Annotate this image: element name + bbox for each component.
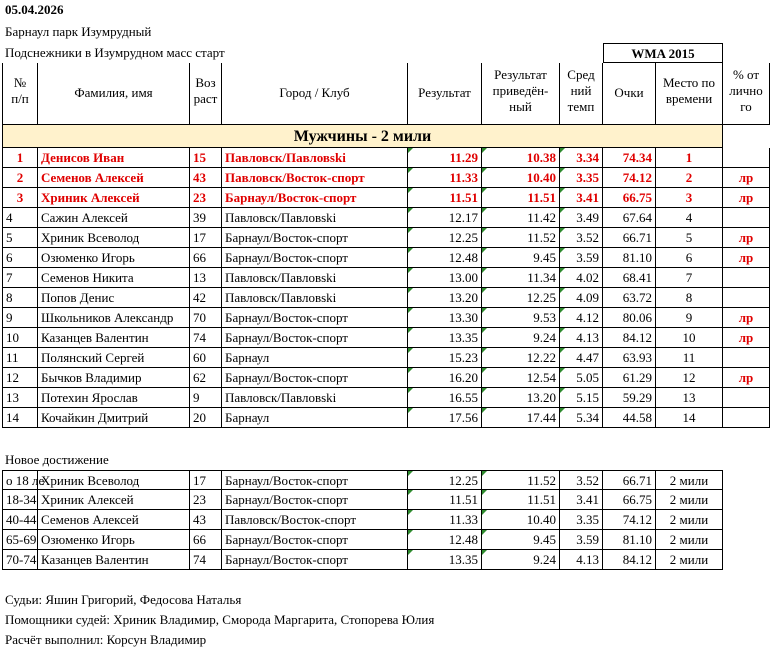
header-num [2,63,38,125]
cell-adjusted: 17.44 [482,408,560,428]
cell-city: Барнаул/Восток-спорт [222,188,408,208]
cell-result: 12.48 [408,530,482,550]
cell-city: Барнаул/Восток-спорт [222,490,408,510]
cell-name: Денисов Иван [38,148,190,168]
header-points: Очки [603,63,656,125]
cell-pct [723,148,770,168]
cell-pace: 4.12 [560,308,603,328]
cell-adjusted: 12.22 [482,348,560,368]
header-place-line2: времени [665,91,713,106]
achievement-row [0,550,774,570]
cell-pct [723,208,770,228]
header-age-line2: раст [193,91,218,106]
header-percent-line3: го [740,99,752,114]
cell-place: 3 [656,188,723,208]
cell-city: Павловск/Павловski [222,148,408,168]
cell-num: 9 [2,308,38,328]
cell-place: 11 [656,348,723,368]
cell-city: Павловск/Павловski [222,208,408,228]
cell-num: 10 [2,328,38,348]
cell-age: 62 [190,368,222,388]
header-pace-line2: ний [570,83,592,98]
cell-num: 3 [2,188,38,208]
cell-result: 15.23 [408,348,482,368]
cell-place: 4 [656,208,723,228]
cell-pct: лр [723,188,770,208]
cell-num: 1 [2,148,38,168]
judges: Судьи: Яшин Григорий, Федосова Наталья [5,592,242,607]
cell-age: 9 [190,388,222,408]
cell-points: 44.58 [603,408,656,428]
header-pace [560,63,603,125]
cell-name: Семенов Никита [38,268,190,288]
cell-name: Потехин Ярослав [38,388,190,408]
cell-pace: 3.49 [560,208,603,228]
cell-city: Барнаул/Восток-спорт [222,470,408,490]
cell-pace: 3.52 [560,228,603,248]
cell-num: 2 [2,168,38,188]
cell-num: 5 [2,228,38,248]
cell-result: 12.48 [408,248,482,268]
cell-points: 66.71 [603,470,656,490]
event-row [0,43,774,63]
cell-points: 80.06 [603,308,656,328]
event-title: Подснежники в Изумрудном масс старт [5,45,225,60]
table-row [0,348,774,368]
cell-result: 16.20 [408,368,482,388]
table-row [0,368,774,388]
cell-num: 13 [2,388,38,408]
header-percent-line1: % от [732,67,760,82]
table-row [0,268,774,288]
cell-adjusted: 10.40 [482,510,560,530]
cell-num: 11 [2,348,38,368]
header-name: Фамилия, имя [38,63,190,125]
wma-label: WMA 2015 [603,43,723,63]
header-num-line2: п/п [11,91,29,106]
cell-place: 14 [656,408,723,428]
cell-points: 63.72 [603,288,656,308]
cell-points: 61.29 [603,368,656,388]
header-num-line1: № [13,75,27,90]
cell-age: 43 [190,168,222,188]
cell-pct: лр [723,228,770,248]
header-city: Город / Клуб [222,63,408,125]
cell-city: Барнаул [222,348,408,368]
cell-city: Павловск/Павловski [222,388,408,408]
location-row [0,22,774,42]
cell-age: 17 [190,228,222,248]
cell-name: Казанцев Валентин [38,550,190,570]
cell-city: Барнаул/Восток-спорт [222,308,408,328]
cell-adjusted: 12.25 [482,288,560,308]
cell-city: Барнаул/Восток-спорт [222,368,408,388]
cell-num: 7 [2,268,38,288]
cell-result: 13.00 [408,268,482,288]
cell-name: Озюменко Игорь [38,248,190,268]
table-row [0,168,774,188]
cell-result: 12.17 [408,208,482,228]
cell-adjusted: 11.52 [482,228,560,248]
cell-age: 66 [190,530,222,550]
cell-age: 74 [190,328,222,348]
cell-pace: 3.35 [560,168,603,188]
cell-place: 9 [656,308,723,328]
cell-city: Барнаул/Восток-спорт [222,228,408,248]
cell-dist: 2 мили [656,470,723,490]
cell-name: Полянский Сергей [38,348,190,368]
cell-name: Хриник Алексей [38,490,190,510]
table-row [0,188,774,208]
table-row [0,388,774,408]
cell-result: 13.35 [408,550,482,570]
cell-place: 12 [656,368,723,388]
cell-name: Кочайкин Дмитрий [38,408,190,428]
cell-adjusted: 12.54 [482,368,560,388]
cell-result: 16.55 [408,388,482,408]
cell-adjusted: 11.51 [482,490,560,510]
header-age-line1: Воз [195,75,216,90]
cell-pace: 5.05 [560,368,603,388]
cell-city: Барнаул/Восток-спорт [222,530,408,550]
table-row [0,228,774,248]
cell-result: 11.33 [408,510,482,530]
cell-age: 66 [190,248,222,268]
section-row [0,125,774,148]
header-age [190,63,222,125]
section-title: Мужчины - 2 мили [2,125,723,148]
table-row [0,248,774,268]
cell-group: 40-44 [2,510,38,530]
footer-judges-row [0,590,774,610]
cell-city: Павловск/Восток-спорт [222,510,408,530]
cell-adjusted: 11.52 [482,470,560,490]
cell-name: Хриник Алексей [38,188,190,208]
cell-points: 81.10 [603,530,656,550]
cell-num: 4 [2,208,38,228]
cell-points: 68.41 [603,268,656,288]
cell-points: 66.75 [603,188,656,208]
cell-points: 66.75 [603,490,656,510]
cell-age: 70 [190,308,222,328]
cell-group: 18-34 [2,490,38,510]
cell-place: 10 [656,328,723,348]
cell-pace: 4.13 [560,328,603,348]
cell-place: 2 [656,168,723,188]
header-adjusted-line3: ный [509,99,532,114]
header-adjusted [482,63,560,125]
cell-city: Павловск/Павловski [222,288,408,308]
cell-name: Хриник Всеволод [38,228,190,248]
cell-group: 65-69 [2,530,38,550]
cell-points: 81.10 [603,248,656,268]
header-pace-line1: Сред [567,67,595,82]
date-row [0,0,774,20]
cell-pct: лр [723,168,770,188]
cell-city: Барнаул/Восток-спорт [222,248,408,268]
header-percent [723,63,770,125]
table-row [0,148,774,168]
achievement-row [0,530,774,550]
cell-pace: 4.09 [560,288,603,308]
cell-pct [723,388,770,408]
cell-age: 13 [190,268,222,288]
cell-result: 13.35 [408,328,482,348]
cell-num: 8 [2,288,38,308]
cell-result: 11.51 [408,188,482,208]
header-percent-line2: лично [729,83,763,98]
cell-pct: лр [723,248,770,268]
cell-result: 12.25 [408,228,482,248]
cell-city: Барнаул/Восток-спорт [222,328,408,348]
cell-pace: 4.47 [560,348,603,368]
location: Барнаул парк Изумрудный [5,24,152,39]
cell-age: 74 [190,550,222,570]
cell-place: 1 [656,148,723,168]
cell-adjusted: 11.51 [482,188,560,208]
cell-name: Школьников Александр [38,308,190,328]
cell-pace: 4.02 [560,268,603,288]
cell-place: 8 [656,288,723,308]
cell-age: 39 [190,208,222,228]
cell-group: о 18 ле [2,470,38,490]
cell-pct [723,268,770,288]
cell-dist: 2 мили [656,510,723,530]
table-row [0,308,774,328]
table-header [0,63,774,125]
cell-adjusted: 11.42 [482,208,560,228]
cell-name: Казанцев Валентин [38,328,190,348]
cell-pace: 3.41 [560,490,603,510]
cell-pace: 3.59 [560,530,603,550]
cell-points: 74.34 [603,148,656,168]
cell-age: 20 [190,408,222,428]
table-row [0,288,774,308]
cell-place: 6 [656,248,723,268]
cell-points: 66.71 [603,228,656,248]
header-result: Результат [408,63,482,125]
cell-age: 23 [190,490,222,510]
cell-result: 13.20 [408,288,482,308]
cell-pace: 3.59 [560,248,603,268]
achievement-row [0,490,774,510]
cell-pct: лр [723,308,770,328]
cell-points: 74.12 [603,510,656,530]
cell-pace: 4.13 [560,550,603,570]
table-row [0,408,774,428]
header-adjusted-line2: приведён- [492,83,549,98]
cell-adjusted: 10.38 [482,148,560,168]
cell-adjusted: 13.20 [482,388,560,408]
cell-points: 84.12 [603,328,656,348]
cell-place: 7 [656,268,723,288]
cell-pct [723,348,770,368]
cell-adjusted: 11.34 [482,268,560,288]
cell-group: 70-74 [2,550,38,570]
cell-city: Барнаул [222,408,408,428]
header-place-line1: Место по [663,75,715,90]
cell-age: 17 [190,470,222,490]
cell-adjusted: 9.24 [482,328,560,348]
cell-name: Сажин Алексей [38,208,190,228]
cell-num: 6 [2,248,38,268]
cell-place: 13 [656,388,723,408]
achievement-row [0,470,774,490]
cell-city: Барнаул/Восток-спорт [222,550,408,570]
cell-result: 12.25 [408,470,482,490]
cell-points: 74.12 [603,168,656,188]
cell-pct [723,288,770,308]
header-pace-line3: темп [567,99,595,114]
cell-adjusted: 10.40 [482,168,560,188]
table-row [0,208,774,228]
cell-pct [723,408,770,428]
calculated-by: Расчёт выполнил: Корсун Владимир [5,632,207,647]
cell-name: Бычков Владимир [38,368,190,388]
cell-name: Семенов Алексей [38,168,190,188]
header-place [656,63,723,125]
cell-points: 84.12 [603,550,656,570]
cell-adjusted: 9.24 [482,550,560,570]
cell-dist: 2 мили [656,550,723,570]
cell-pace: 3.35 [560,510,603,530]
cell-result: 17.56 [408,408,482,428]
header-adjusted-line1: Результат [494,67,547,82]
cell-age: 43 [190,510,222,530]
achievement-row [0,510,774,530]
cell-pace: 5.15 [560,388,603,408]
cell-age: 23 [190,188,222,208]
cell-age: 42 [190,288,222,308]
cell-age: 15 [190,148,222,168]
cell-name: Хриник Всеволод [38,470,190,490]
cell-name: Семенов Алексей [38,510,190,530]
cell-pace: 3.41 [560,188,603,208]
cell-result: 11.33 [408,168,482,188]
cell-age: 60 [190,348,222,368]
cell-result: 11.51 [408,490,482,510]
cell-city: Павловск/Восток-спорт [222,168,408,188]
cell-num: 14 [2,408,38,428]
achievements-title-row [0,450,774,470]
achievements-title: Новое достижение [5,452,109,467]
cell-points: 67.64 [603,208,656,228]
cell-name: Попов Денис [38,288,190,308]
table-row [0,328,774,348]
cell-adjusted: 9.53 [482,308,560,328]
cell-pct: лр [723,328,770,348]
cell-dist: 2 мили [656,490,723,510]
cell-points: 59.29 [603,388,656,408]
cell-city: Павловск/Павловski [222,268,408,288]
cell-pace: 3.34 [560,148,603,168]
cell-pace: 5.34 [560,408,603,428]
cell-num: 12 [2,368,38,388]
footer-assistants-row [0,610,774,630]
cell-pace: 3.52 [560,470,603,490]
cell-name: Озюменко Игорь [38,530,190,550]
cell-result: 13.30 [408,308,482,328]
cell-place: 5 [656,228,723,248]
footer-calc-row [0,630,774,650]
cell-pct: лр [723,368,770,388]
cell-result: 11.29 [408,148,482,168]
cell-adjusted: 9.45 [482,530,560,550]
cell-adjusted: 9.45 [482,248,560,268]
cell-dist: 2 мили [656,530,723,550]
assistants: Помощники судей: Хриник Владимир, Сморода Маргарита, Стопорева Юлия [5,612,435,627]
cell-points: 63.93 [603,348,656,368]
report-date: 05.04.2026 [5,2,64,17]
